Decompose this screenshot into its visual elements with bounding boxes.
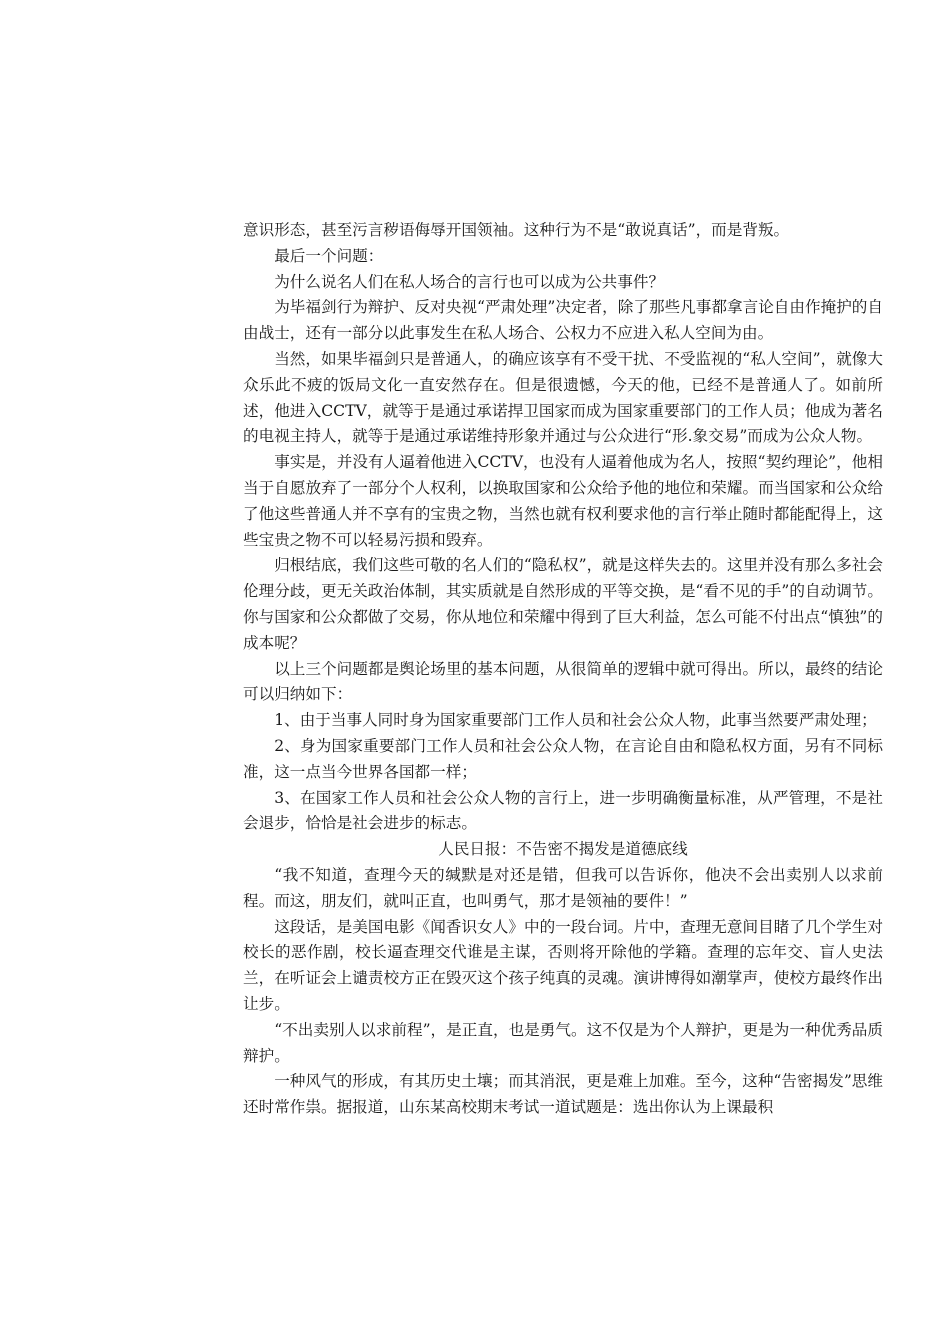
section-title: 人民日报：不告密不揭发是道德底线	[438, 840, 688, 859]
paragraph: 当然，如果毕福剑只是普通人，的确应该享有不受干扰、不受监视的“私人空间”，就像大众乐此不疲的饭局文化一直安然存在。但是很遗憾，今天的他，已经不是普通人了。如前所述，他进入CCTV，就等于是通过承诺捍卫国家而成为国家重要部门的工作人员；他成为著名的电视主持人，就等于是通过承诺维持形象并通过与公众进行“形.象交易”而成为公众人物。	[243, 349, 883, 446]
paragraph: 为什么说名人们在私人场合的言行也可以成为公共事件？	[274, 272, 665, 291]
paragraph: 以上三个问题都是舆论场里的基本问题，从很简单的逻辑中就可得出。所以，最终的结论可以归纳如下：	[243, 659, 883, 704]
paragraph: “我不知道，查理今天的缄默是对还是错，但我可以告诉你，他决不会出卖别人以求前程。而这，朋友们，就叫正直，也叫勇气，那才是领袖的要件！”	[243, 865, 883, 910]
paragraph: 为毕福剑行为辩护、反对央视“严肃处理”决定者，除了那些凡事都拿言论自由作掩护的自由战士，还有一部分以此事发生在私人场合、公权力不应进入私人空间为由。	[243, 298, 883, 343]
paragraph: 意识形态，甚至污言秽语侮辱开国领袖。这种行为不是“敢说真话”，而是背叛。	[243, 221, 790, 239]
conclusion-item-2: 2、身为国家重要部门工作人员和社会公众人物，在言论自由和隐私权方面，另有不同标准，这一点当今世界各国都一样；	[243, 736, 883, 781]
document-page	[243, 218, 883, 1121]
paragraph: 归根结底，我们这些可敬的名人们的“隐私权”，就是这样失去的。这里并没有那么多社会伦理分歧，更无关政治体制，其实质就是自然形成的平等交换，是“看不见的手”的自动调节。你与国家和公众都做了交易，你从地位和荣耀中得到了巨大利益，怎么可能不付出点“慎独”的成本呢？	[243, 556, 883, 652]
paragraph: 这段话，是美国电影《闻香识女人》中的一段台词。片中，查理无意间目睹了几个学生对校长的恶作剧，校长逼查理交代谁是主谋，否则将开除他的学籍。查理的忘年交、盲人史法兰，在听证会上谴责校方正在毁灭这个孩子纯真的灵魂。演讲博得如潮掌声，使校方最终作出让步。	[243, 917, 883, 1013]
paragraph: 最后一个问题：	[274, 246, 384, 265]
conclusion-item-3: 3、在国家工作人员和社会公众人物的言行上，进一步明确衡量标准，从严管理，不是社会退步，恰恰是社会进步的标志。	[243, 788, 883, 833]
paragraph: 事实是，并没有人逼着他进入CCTV，也没有人逼着他成为名人，按照“契约理论”，他相当于自愿放弃了一部分个人权利，以换取国家和公众给予他的地位和荣耀。而当国家和公众给了他这些普通人并不享有的宝贵之物，当然也就有权利要求他的言行举止随时都能配得上，这些宝贵之物不可以轻易污损和毁弃。	[243, 453, 883, 549]
conclusion-item-1: 1、由于当事人同时身为国家重要部门工作人员和社会公众人物，此事当然要严肃处理；	[274, 711, 877, 730]
paragraph: 一种风气的形成，有其历史土壤；而其消泯，更是难上加难。至今，这种“告密揭发”思维还时常作祟。据报道，山东某高校期末考试一道试题是：选出你认为上课最积	[243, 1072, 883, 1117]
paragraph: “不出卖别人以求前程”，是正直，也是勇气。这不仅是为个人辩护，更是为一种优秀品质辩护。	[243, 1020, 883, 1065]
